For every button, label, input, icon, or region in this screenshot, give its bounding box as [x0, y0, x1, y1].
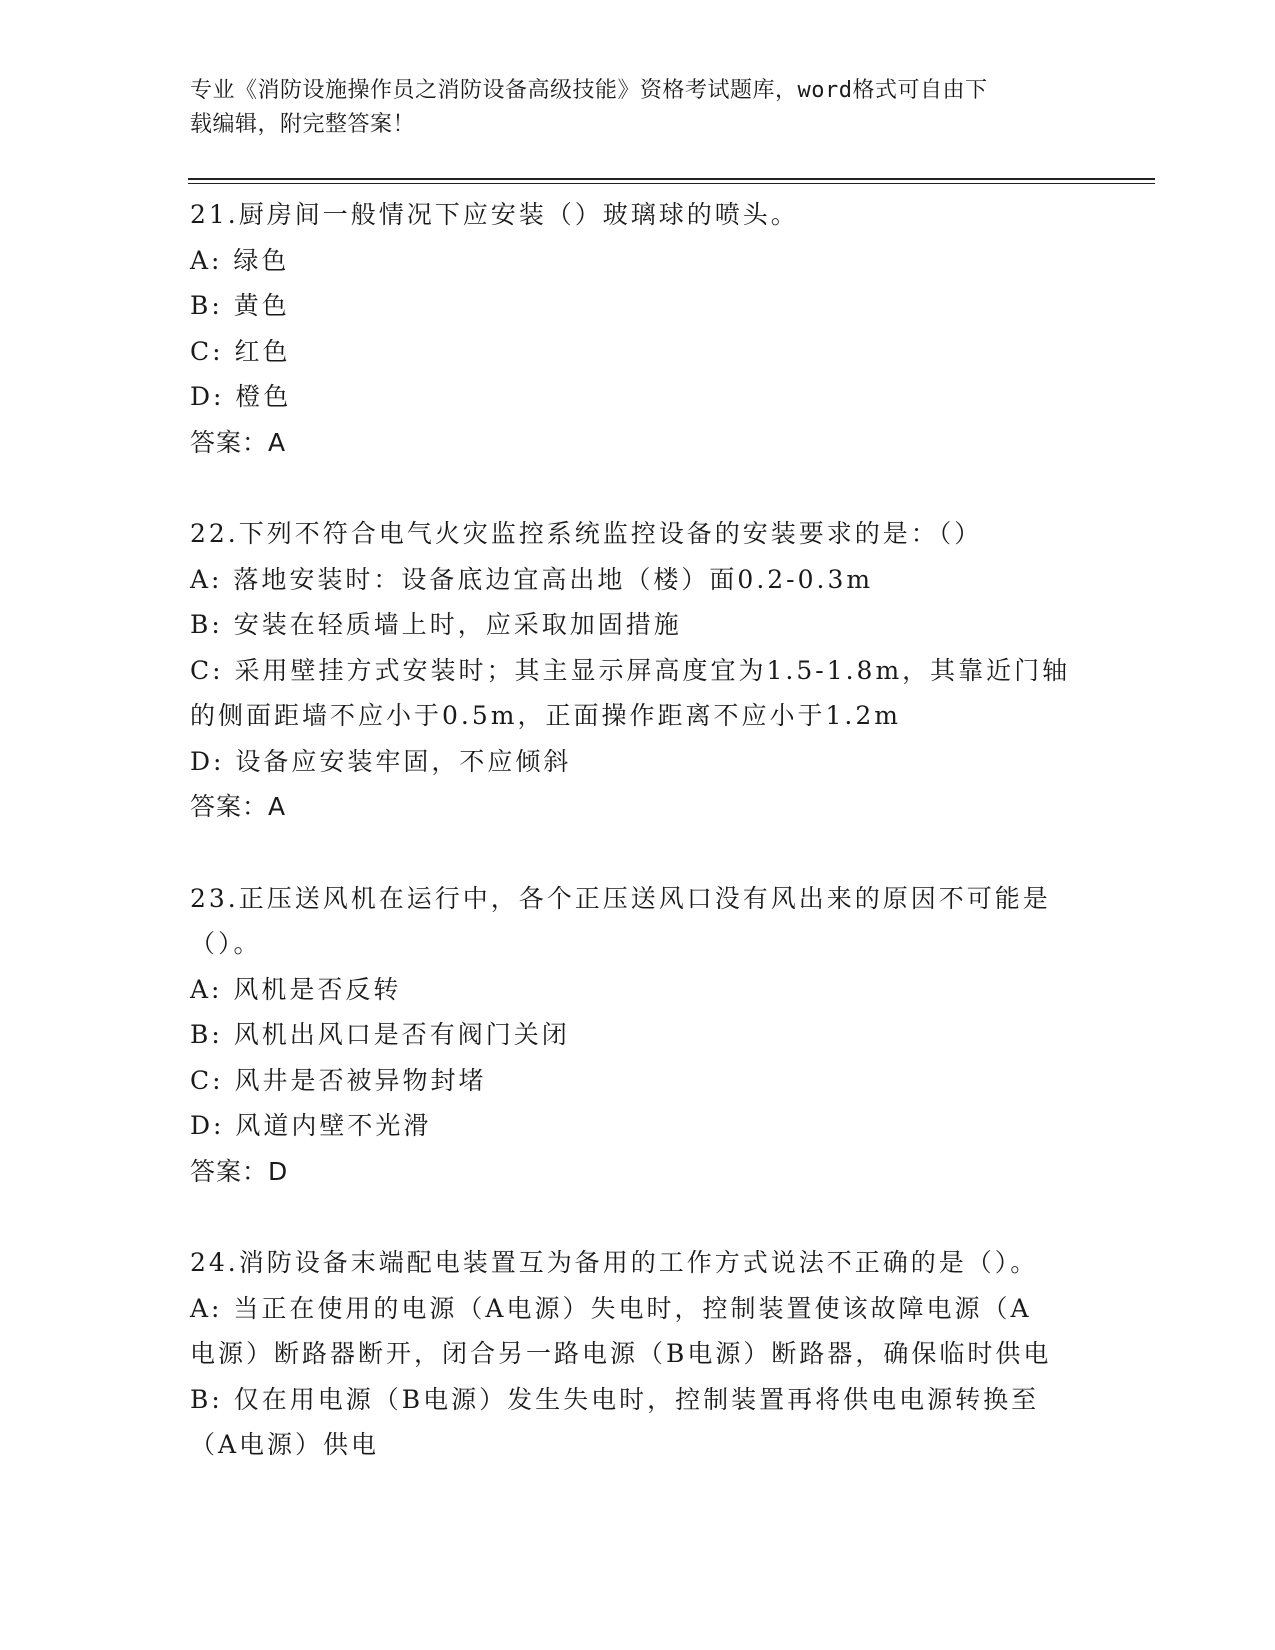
- option-b: B: 风机出风口是否有阀门关闭: [190, 1020, 570, 1049]
- answer-line: 答案：D: [190, 1156, 289, 1186]
- option-c: C: 红色: [190, 336, 291, 366]
- option-b: B: 安装在轻质墙上时，应采取加固措施: [190, 610, 682, 639]
- option-a: A: 落地安装时：设备底边宜高出地（楼）面0.2-0.3m: [190, 564, 874, 594]
- question-21: [190, 192, 1090, 465]
- question-list: [190, 192, 1090, 1514]
- option-a: A: 绿色: [190, 245, 290, 275]
- question-stem: 23.正压送风机在运行中，各个正压送风口没有风出来的原因不可能是: [190, 883, 1051, 913]
- option-d: D: 设备应安装牢固，不应倾斜: [190, 746, 572, 776]
- header-line-2: 载编辑，附完整答案！: [190, 112, 416, 137]
- option-b: B: 仅在用电源（B电源）发生失电时，控制装置再将供电电源转换至: [190, 1384, 1040, 1414]
- header-line-1: 专业《消防设施操作员之消防设备高级技能》资格考试题库，word格式可自由下: [190, 78, 988, 103]
- question-24: [190, 1240, 1090, 1468]
- option-d: D: 风道内壁不光滑: [190, 1111, 432, 1140]
- option-a-continued: 电源）断路器断开，闭合另一路电源（B电源）断路器，确保临时供电: [190, 1339, 1052, 1368]
- option-c: C: 风井是否被异物封堵: [190, 1065, 487, 1095]
- answer-line: 答案：A: [190, 427, 287, 457]
- header-divider-thin: [188, 183, 1155, 184]
- option-b: B: 黄色: [190, 291, 290, 320]
- question-stem: 22.下列不符合电气火灾监控系统监控设备的安装要求的是：（）: [190, 519, 983, 548]
- question-stem: 24.消防设备末端配电装置互为备用的工作方式说法不正确的是（）。: [190, 1248, 1039, 1277]
- answer-line: 答案：A: [190, 792, 287, 821]
- question-stem-continued: （）。: [190, 929, 262, 958]
- question-22: [190, 511, 1090, 830]
- document-header: [190, 74, 1070, 142]
- option-c: C: 采用壁挂方式安装时；其主显示屏高度宜为1.5-1.8m，其靠近门轴: [190, 655, 1071, 685]
- header-divider-thick: [188, 178, 1155, 180]
- question-23: [190, 876, 1090, 1195]
- question-stem: 21.厨房间一般情况下应安装（）玻璃球的喷头。: [190, 200, 799, 229]
- option-d: D: 橙色: [190, 382, 292, 411]
- option-a: A: 当正在使用的电源（A电源）失电时，控制装置使该故障电源（A: [190, 1293, 1032, 1323]
- option-b-continued: （A电源）供电: [190, 1430, 380, 1459]
- option-c-continued: 的侧面距墙不应小于0.5m，正面操作距离不应小于1.2m: [190, 701, 901, 730]
- option-a: A: 风机是否反转: [190, 974, 402, 1004]
